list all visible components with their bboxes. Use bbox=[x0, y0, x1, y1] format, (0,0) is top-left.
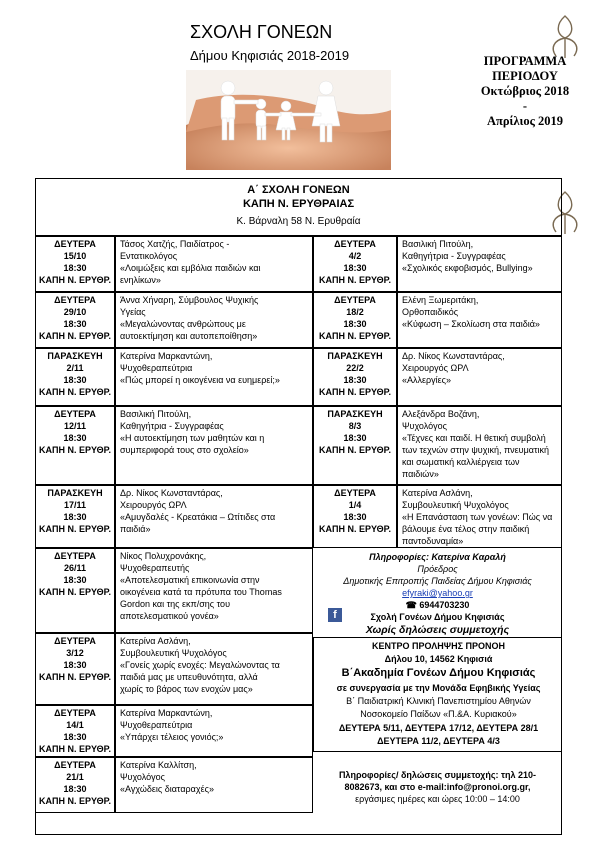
session-date-line: 4/2 bbox=[348, 251, 362, 261]
session-description-line: «Κύφωση – Σκολίωση στα παιδιά» bbox=[402, 319, 540, 329]
session-date-line: 29/10 bbox=[63, 307, 87, 317]
session-date-line: ΚΑΠΗ Ν. ΕΡΥΘΡ. bbox=[318, 331, 392, 341]
session-description-line: Συμβουλευτική Ψυχολόγος bbox=[402, 500, 509, 510]
session-description-line: Χειρουργός ΩΡΛ bbox=[402, 363, 469, 373]
session-date-line: 18/2 bbox=[346, 307, 364, 317]
session-description bbox=[115, 548, 313, 633]
session-date-line: ΔΕΥΤΕΡΑ bbox=[54, 239, 96, 249]
session-description-line: Κατερίνα Μαρκαντώνη, bbox=[120, 708, 213, 718]
session-description-line: Ψυχοθεραπεύτρια bbox=[120, 363, 193, 373]
session-description bbox=[397, 236, 562, 292]
session-date-line: 18:30 bbox=[63, 433, 87, 443]
session-description bbox=[115, 236, 313, 292]
session-date-line: 8/3 bbox=[348, 421, 362, 431]
session-date-cell bbox=[313, 348, 397, 406]
session-description bbox=[397, 292, 562, 348]
session-date-line: ΔΕΥΤΕΡΑ bbox=[54, 760, 96, 770]
session-date-cell bbox=[35, 348, 115, 406]
session-description bbox=[115, 757, 313, 813]
session-date-line: ΚΑΠΗ Ν. ΕΡΥΘΡ. bbox=[38, 275, 112, 285]
footer-info: Πληροφορίες/ δηλώσεις συμμετοχής: τηλ 210- bbox=[338, 770, 537, 780]
session-description-line: Ψυχολόγος bbox=[120, 772, 165, 782]
session-date-line: ΚΑΠΗ Ν. ΕΡΥΘΡ. bbox=[318, 445, 392, 455]
session-description bbox=[397, 485, 562, 548]
session-date-line: ΠΑΡΑΣΚΕΥΗ bbox=[327, 409, 383, 419]
academy-center: ΚΕΝΤΡΟ ΠΡΟΛΗΨΗΣ ΠΡΟΝΟΗ bbox=[372, 641, 505, 651]
session-description-line: Βασιλική Πιτούλη, bbox=[402, 239, 474, 249]
academy-title: Β΄Ακαδημία Γονέων Δήμου Κηφισιάς bbox=[341, 667, 536, 679]
session-date-line: 18:30 bbox=[343, 319, 367, 329]
session-description bbox=[397, 348, 562, 406]
no-registration: Χωρίς δηλώσεις συμμετοχής bbox=[365, 624, 510, 636]
program-period bbox=[466, 54, 584, 129]
session-description-line: Ορθοπαιδικός bbox=[402, 307, 459, 317]
session-description-line: «Η αυτοεκτίμηση των μαθητών και η bbox=[120, 433, 265, 443]
session-description bbox=[115, 633, 313, 705]
facebook-page[interactable]: Σχολή Γονέων Δήμου Κηφισιάς bbox=[370, 612, 505, 622]
session-description-line: «Σχολικός εκφοβισμός, Bullying» bbox=[402, 263, 533, 273]
session-date-line: 18:30 bbox=[63, 732, 87, 742]
session-date-line: ΚΑΠΗ Ν. ΕΡΥΘΡ. bbox=[38, 445, 112, 455]
program-line: Οκτώβριος 2018 bbox=[480, 84, 570, 98]
session-description-line: Ελένη Ξωμεριτάκη, bbox=[402, 295, 479, 305]
session-date-line: ΚΑΠΗ Ν. ΕΡΥΘΡ. bbox=[318, 387, 392, 397]
session-description-line: «Υπάρχει τέλειος γονιός;» bbox=[120, 732, 224, 742]
session-date-line: 18:30 bbox=[63, 660, 87, 670]
session-date-line: ΚΑΠΗ Ν. ΕΡΥΘΡ. bbox=[38, 331, 112, 341]
session-description bbox=[115, 406, 313, 485]
session-date-line: 15/10 bbox=[63, 251, 87, 261]
session-date-line: ΚΑΠΗ Ν. ΕΡΥΘΡ. bbox=[318, 524, 392, 534]
session-date-cell bbox=[35, 705, 115, 757]
session-date-cell bbox=[35, 757, 115, 813]
session-description-line: παιδιά μας με υπευθυνότητα, αλλά bbox=[120, 672, 258, 682]
section-title: Α΄ ΣΧΟΛΗ ΓΟΝΕΩΝ bbox=[247, 184, 350, 196]
session-date-line: ΚΑΠΗ Ν. ΕΡΥΘΡ. bbox=[38, 387, 112, 397]
session-description-line: παντοδυναμία» bbox=[402, 536, 464, 546]
session-date-line: 18:30 bbox=[63, 375, 87, 385]
session-description-line: Εντατικολόγος bbox=[120, 251, 178, 261]
session-description-line: Ψυχοθεραπευτής bbox=[120, 563, 190, 573]
section-venue: ΚΑΠΗ Ν. ΕΡΥΘΡΑΙΑΣ bbox=[242, 198, 355, 210]
session-date-line: 17/11 bbox=[63, 500, 87, 510]
session-description-line: Χειρουργός ΩΡΛ bbox=[120, 500, 187, 510]
facebook-icon[interactable]: f bbox=[328, 608, 342, 622]
academy-partner: σε συνεργασία με την Μονάδα Εφηβικής Υγείας bbox=[336, 683, 541, 693]
academy-hospital: Νοσοκομείο Παίδων «Π.&Α. Κυριακού» bbox=[360, 709, 517, 719]
academy-clinic: Β΄ Παιδιατρική Κλινική Πανεπιστημίου Αθηνών bbox=[346, 696, 531, 706]
session-date-line: ΚΑΠΗ Ν. ΕΡΥΘΡ. bbox=[318, 275, 392, 285]
contact-org: Δημοτικής Επιτροπής Παιδείας Δήμου Κηφισιάς bbox=[343, 576, 532, 586]
session-date-line: 22/2 bbox=[346, 363, 364, 373]
session-description-line: Κατερίνα Ασλάνη, bbox=[402, 488, 473, 498]
session-description-line: Καθηγήτρια - Συγγραφέας bbox=[120, 421, 224, 431]
session-description-line: Δρ. Νίκος Κωνσταντάρας, bbox=[120, 488, 223, 498]
session-date-line: 2/11 bbox=[66, 363, 84, 373]
session-description-line: χωρίς το βάρος των ενοχών μας» bbox=[120, 684, 253, 694]
program-line: - bbox=[522, 99, 528, 113]
session-description bbox=[115, 705, 313, 757]
program-line: ΠΡΟΓΡΑΜΜΑ bbox=[483, 54, 567, 68]
session-date-line: ΔΕΥΤΕΡΑ bbox=[54, 409, 96, 419]
session-description-line: Καθηγήτρια - Συγγραφέας bbox=[402, 251, 506, 261]
session-date-line: 21/1 bbox=[66, 772, 84, 782]
session-description-line: Ψυχολόγος bbox=[402, 421, 447, 431]
session-description bbox=[397, 406, 562, 485]
session-date-line: 18:30 bbox=[343, 433, 367, 443]
session-date-cell bbox=[313, 406, 397, 485]
session-date-line: ΚΑΠΗ Ν. ΕΡΥΘΡ. bbox=[38, 524, 112, 534]
contact-role: Πρόεδρος bbox=[417, 564, 458, 574]
session-date-line: ΚΑΠΗ Ν. ΕΡΥΘΡ. bbox=[38, 672, 112, 682]
session-date-line: 12/11 bbox=[63, 421, 87, 431]
session-date-line: ΚΑΠΗ Ν. ΕΡΥΘΡ. bbox=[38, 744, 112, 754]
session-date-line: ΠΑΡΑΣΚΕΥΗ bbox=[47, 351, 103, 361]
session-description-line: Συμβουλευτική Ψυχολόγος bbox=[120, 648, 227, 658]
session-description-line: Νίκος Πολυχρονάκης, bbox=[120, 551, 207, 561]
session-date-line: 1/4 bbox=[348, 500, 362, 510]
session-description-line: Αλεξάνδρα Βοζάνη, bbox=[402, 409, 480, 419]
session-date-cell bbox=[313, 236, 397, 292]
section-header bbox=[35, 178, 562, 236]
session-date-cell bbox=[313, 292, 397, 348]
session-description-line: ενηλίκων» bbox=[120, 275, 161, 285]
session-date-cell bbox=[35, 485, 115, 548]
session-date-line: ΔΕΥΤΕΡΑ bbox=[54, 708, 96, 718]
session-description bbox=[115, 348, 313, 406]
family-hands-image bbox=[186, 70, 391, 170]
session-date-line: ΔΕΥΤΕΡΑ bbox=[334, 239, 376, 249]
session-date-line: 3/12 bbox=[66, 648, 84, 658]
session-description-line: «Τέχνες και παιδί. Η θετική συμβολή bbox=[402, 433, 546, 443]
program-line: ΠΕΡΙΟΔΟΥ bbox=[492, 69, 558, 83]
session-description-line: Κατερίνα Ασλάνη, bbox=[120, 636, 191, 646]
session-description-line: Τάσος Χατζής, Παιδίατρος - bbox=[120, 239, 230, 249]
session-description-line: οικογένεια κατά τα πρότυπα του Thomas bbox=[120, 587, 282, 597]
footer-hours: εργάσιμες ημέρες και ώρες 10:00 – 14:00 bbox=[355, 794, 520, 804]
session-date-cell bbox=[313, 485, 397, 548]
academy-address: Δήλου 10, 14562 Κηφισιά bbox=[384, 654, 493, 664]
session-date-cell bbox=[35, 292, 115, 348]
session-description-line: «Αμυγδαλές - Κρεατάκια – Ωτίτιδες στα bbox=[120, 512, 276, 522]
session-description-line: «Λοιμώξεις και εμβόλια παιδιών και bbox=[120, 263, 261, 273]
page-subtitle: Δήμου Κηφισιάς 2018-2019 bbox=[190, 48, 350, 63]
session-description-line: «Αποτελεσματική επικοινωνία στην bbox=[120, 575, 260, 585]
session-date-line: 18:30 bbox=[63, 784, 87, 794]
academy-dates: ΔΕΥΤΕΡΑ 5/11, ΔΕΥΤΕΡΑ 17/12, ΔΕΥΤΕΡΑ 28/1 bbox=[338, 723, 539, 733]
session-description-line: αυτοεκτίμηση και αυτοπεποίθηση» bbox=[120, 331, 258, 341]
session-description-line: Ψυχοθεραπεύτρια bbox=[120, 720, 193, 730]
session-date-line: ΔΕΥΤΕΡΑ bbox=[54, 295, 96, 305]
session-date-cell bbox=[35, 633, 115, 705]
session-date-line: ΚΑΠΗ Ν. ΕΡΥΘΡ. bbox=[38, 796, 112, 806]
session-description bbox=[115, 485, 313, 548]
section-address: Κ. Βάρναλη 58 Ν. Ερυθραία bbox=[236, 216, 361, 227]
session-description-line: Κατερίνα Μαρκαντώνη, bbox=[120, 351, 213, 361]
session-description-line: αποτελεσματικού γονέα» bbox=[120, 611, 219, 621]
session-date-line: 18:30 bbox=[343, 512, 367, 522]
academy-dates: ΔΕΥΤΕΡΑ 11/2, ΔΕΥΤΕΡΑ 4/3 bbox=[377, 736, 500, 746]
contact-phone-number: 6944703230 bbox=[419, 600, 470, 610]
session-date-line: 18:30 bbox=[63, 319, 87, 329]
contact-email[interactable]: efyraki@yahoo.gr bbox=[402, 588, 473, 598]
session-date-line: 26/11 bbox=[63, 563, 87, 573]
session-date-line: ΠΑΡΑΣΚΕΥΗ bbox=[47, 488, 103, 498]
session-description-line: Δρ. Νίκος Κωνσταντάρας, bbox=[402, 351, 505, 361]
page-title: ΣΧΟΛΗ ΓΟΝΕΩΝ bbox=[190, 22, 333, 42]
contact-heading: Πληροφορίες: Κατερίνα Καραλή bbox=[369, 552, 506, 562]
session-date-line: ΔΕΥΤΕΡΑ bbox=[334, 488, 376, 498]
academy-box bbox=[313, 637, 562, 752]
session-date-line: 18:30 bbox=[63, 575, 87, 585]
session-description-line: Υγείας bbox=[120, 307, 146, 317]
session-date-line: 14/1 bbox=[66, 720, 84, 730]
program-line: Απρίλιος 2019 bbox=[486, 114, 564, 128]
session-description-line: συμπεριφορά τους στο σχολείο» bbox=[120, 445, 249, 455]
session-description-line: Κατερίνα Καλλίτση, bbox=[120, 760, 197, 770]
session-description-line: «Μεγαλώνοντας ανθρώπους με bbox=[120, 319, 246, 329]
session-description-line: «Αγχώδεις διαταραχές» bbox=[120, 784, 214, 794]
session-date-line: ΠΑΡΑΣΚΕΥΗ bbox=[327, 351, 383, 361]
phone-icon: ☎ bbox=[405, 600, 420, 610]
session-description-line: των τεχνών στην ψυχική, πνευματική bbox=[402, 445, 550, 455]
session-description-line: και σωματική καλλιέργεια των bbox=[402, 457, 520, 467]
session-description-line: Gordon και της εκπ/σης του bbox=[120, 599, 230, 609]
session-date-cell bbox=[35, 406, 115, 485]
session-description-line: Βασιλική Πιτούλη, bbox=[120, 409, 192, 419]
session-date-line: ΔΕΥΤΕΡΑ bbox=[334, 295, 376, 305]
session-date-line: 18:30 bbox=[63, 512, 87, 522]
ornament-icon bbox=[548, 14, 582, 60]
session-date-cell bbox=[35, 548, 115, 633]
session-description-line: «Γονείς χωρίς ενοχές: Μεγαλώνοντας τα bbox=[120, 660, 280, 670]
contact-phone bbox=[313, 599, 562, 611]
session-description-line: παιδιά» bbox=[120, 524, 151, 534]
session-date-cell bbox=[35, 236, 115, 292]
session-date-line: 18:30 bbox=[63, 263, 87, 273]
footer-info: 8082673, και στο e-mail:info@pronoi.org.gr, bbox=[344, 782, 531, 792]
session-date-line: 18:30 bbox=[343, 263, 367, 273]
session-date-line: ΚΑΠΗ Ν. ΕΡΥΘΡ. bbox=[38, 587, 112, 597]
session-description-line: βάλουμε ένα τέλος στην παιδική bbox=[402, 524, 530, 534]
session-description bbox=[115, 292, 313, 348]
session-description-line: «Αλλεργίες» bbox=[402, 375, 451, 385]
session-date-line: ΔΕΥΤΕΡΑ bbox=[54, 551, 96, 561]
session-date-line: ΔΕΥΤΕΡΑ bbox=[54, 636, 96, 646]
session-date-line: 18:30 bbox=[343, 375, 367, 385]
session-description-line: «Πώς μπορεί η οικογένεια να ευημερεί;» bbox=[120, 375, 280, 385]
session-description-line: παιδιών» bbox=[402, 469, 439, 479]
session-description-line: Άννα Χήναρη, Σύμβουλος Ψυχικής bbox=[120, 295, 259, 305]
session-description-line: «Η Επανάσταση των γονέων: Πώς να bbox=[402, 512, 553, 522]
